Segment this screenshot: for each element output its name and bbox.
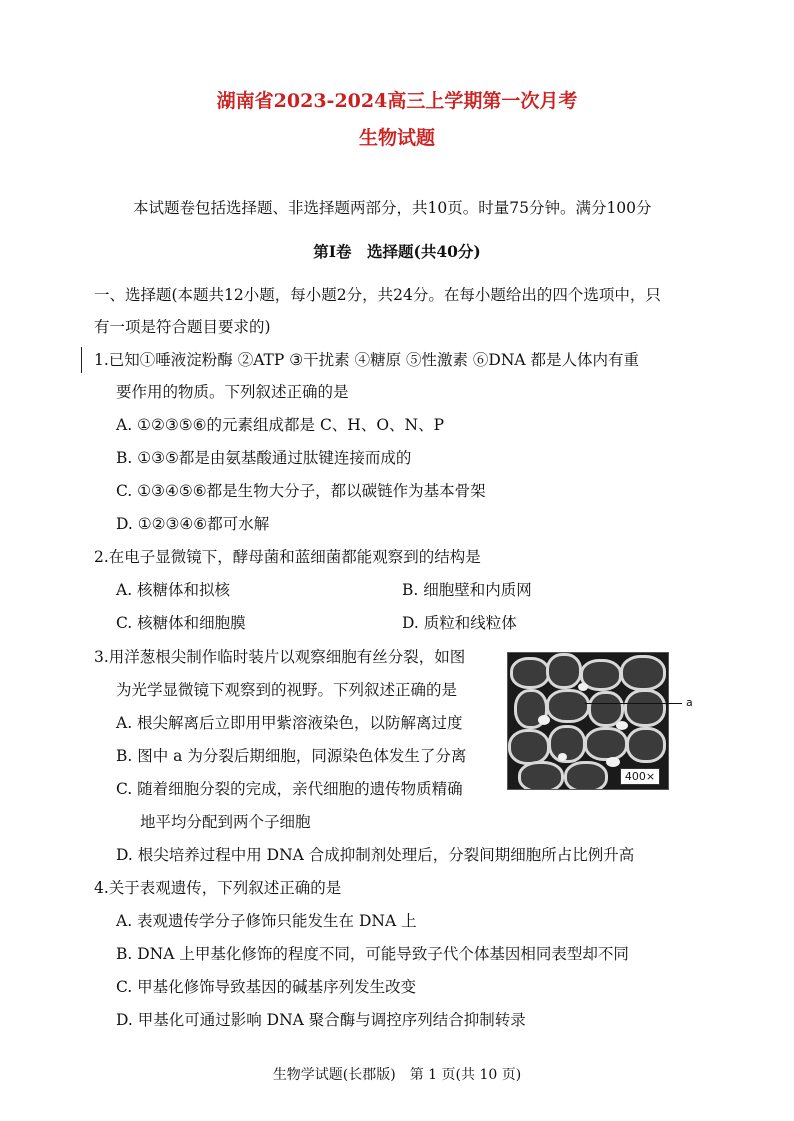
- question-3-stem-line-1: 3.用洋葱根尖制作临时装片以观察细胞有丝分裂，如图: [94, 648, 466, 666]
- section-title: 第Ⅰ卷 选择题(共40分): [313, 242, 481, 261]
- instructions-line-2: 有一项是符合题目要求的): [94, 318, 271, 336]
- question-1-option-b: B. ①③⑤都是由氨基酸通过肽键连接而成的: [116, 449, 412, 467]
- question-1-option-d: D. ①②③④⑥都可水解: [116, 515, 270, 533]
- question-3-option-d: D. 根尖培养过程中用 DNA 合成抑制剂处理后，分裂间期细胞所占比例升高: [116, 846, 635, 864]
- margin-mark: [81, 347, 82, 373]
- question-4-option-d: D. 甲基化可通过影响 DNA 聚合酶与调控序列结合抑制转录: [116, 1011, 526, 1029]
- figure-label-a: a: [686, 696, 693, 709]
- question-1-option-a: A. ①②③⑤⑥的元素组成都是 C、H、O、N、P: [116, 416, 445, 434]
- exam-intro: 本试题卷包括选择题、非选择题两部分，共10页。时量75分钟。满分100分: [133, 199, 652, 217]
- question-4-option-c: C. 甲基化修饰导致基因的碱基序列发生改变: [116, 978, 417, 996]
- question-3-option-c: C. 随着细胞分裂的完成，亲代细胞的遗传物质精确: [116, 780, 463, 798]
- question-2-stem: 2.在电子显微镜下，酵母菌和蓝细菌都能观察到的结构是: [94, 548, 481, 566]
- page-footer: 生物学试题(长郡版) 第 1 页(共 10 页): [272, 1067, 522, 1083]
- question-3-option-b: B. 图中 a 为分裂后期细胞，同源染色体发生了分离: [116, 747, 467, 765]
- question-4-stem: 4.关于表观遗传，下列叙述正确的是: [94, 879, 342, 897]
- question-2-option-c: C. 核糖体和细胞膜: [116, 614, 246, 632]
- question-2-option-d: D. 质粒和线粒体: [402, 614, 517, 632]
- question-4-option-b: B. DNA 上甲基化修饰的程度不同，可能导致子代个体基因相同表型却不同: [116, 945, 629, 963]
- instructions-line-1: 一、选择题(本题共12小题，每小题2分，共24分。在每小题给出的四个选项中，只: [94, 286, 661, 304]
- exam-subject: 生物试题: [358, 127, 435, 149]
- question-4-option-a: A. 表观遗传学分子修饰只能发生在 DNA 上: [116, 912, 417, 930]
- question-2-option-b: B. 细胞壁和内质网: [402, 581, 532, 599]
- question-2-option-a: A. 核糖体和拟核: [116, 581, 231, 599]
- question-3-stem-line-2: 为光学显微镜下观察到的视野。下列叙述正确的是: [116, 681, 458, 699]
- question-3-option-c-continued: 地平均分配到两个子细胞: [140, 813, 311, 831]
- question-1-option-c: C. ①③④⑤⑥都是生物大分子，都以碳链作为基本骨架: [116, 482, 486, 500]
- question-3-option-a: A. 根尖解离后立即用甲紫溶液染色，以防解离过度: [116, 714, 463, 732]
- magnification-label: 400×: [620, 768, 660, 785]
- question-1-stem-line-1: 1.已知①唾液淀粉酶 ②ATP ③干扰素 ④糖原 ⑤性激素 ⑥DNA 都是人体内有重: [94, 351, 640, 369]
- figure-pointer-line: [585, 703, 682, 704]
- question-1-stem-line-2: 要作用的物质。下列叙述正确的是: [116, 383, 349, 401]
- exam-title: 湖南省2023-2024高三上学期第一次月考: [216, 90, 578, 112]
